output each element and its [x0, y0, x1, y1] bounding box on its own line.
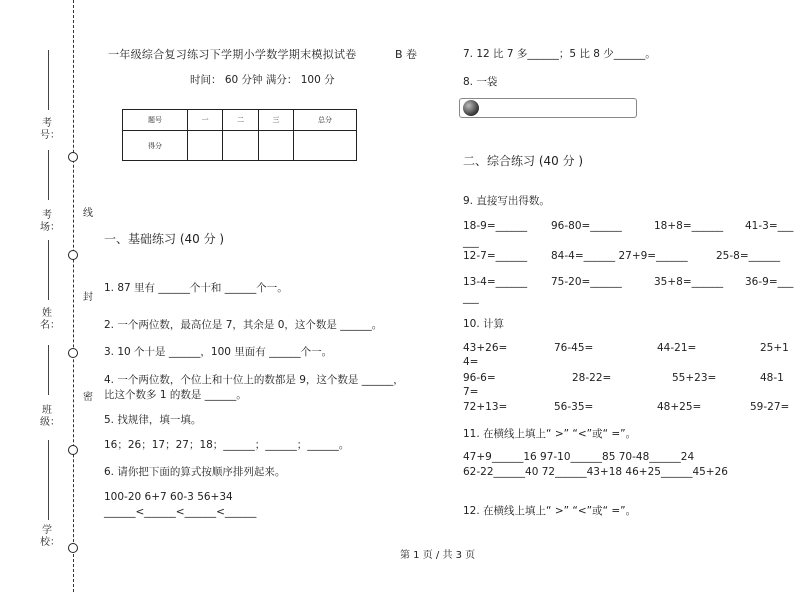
q10-item: 59-27=: [750, 401, 790, 413]
binding-hole-5: [68, 543, 78, 553]
q9-item: 84-4=______ 27+9=______: [551, 250, 688, 262]
binding-hole-1: [68, 152, 78, 162]
q10-item: 43+26=: [463, 342, 508, 354]
question-3: 3. 10 个十是 ______，100 里面有 ______个一。: [104, 346, 333, 358]
label-exam-number: 考号：: [40, 118, 60, 141]
q10-wrap: 7=: [463, 386, 479, 398]
q9-item: 18+8=______: [654, 220, 724, 232]
question-4: 4. 一个两位数，个位上和十位上的数都是 9，这个数是 ______，: [104, 374, 404, 386]
score-cell[interactable]: [188, 131, 223, 161]
section2-heading: 二、综合练习 (40 分 ): [463, 154, 584, 168]
q10-item: 72+13=: [463, 401, 508, 413]
question-1: 1. 87 里有 ______个十和 ______个一。: [104, 282, 288, 294]
q10-item: 44-21=: [657, 342, 697, 354]
binding-hole-3: [68, 348, 78, 358]
question-2: 2. 一个两位数，最高位是 7，其余是 0，这个数是 ______。: [104, 319, 383, 331]
q9-item: 96-80=______: [551, 220, 622, 232]
apple-bag-image: [459, 98, 637, 118]
fill-line-4: [48, 345, 49, 395]
label-name: 姓名：: [40, 308, 60, 331]
question-5-sequence: 16；26；17；27；18；______；______；______。: [104, 439, 350, 451]
question-8: 8. 一袋: [463, 76, 498, 88]
score-cell[interactable]: [294, 131, 357, 161]
score-header-cell: 题号: [123, 110, 188, 131]
page-footer: 第 1 页 / 共 3 页: [400, 550, 476, 561]
score-header-cell: 总分: [294, 110, 357, 131]
q9-wrap: ___: [463, 236, 479, 248]
question-4-cont: 比这个数多 1 的数是 ______。: [104, 389, 247, 401]
score-header-cell: 二: [223, 110, 258, 131]
binding-dashed-line: [73, 0, 74, 592]
q10-item: 56-35=: [554, 401, 594, 413]
question-6-expressions: 100-20 6+7 60-3 56+34: [104, 491, 233, 503]
q9-item: 75-20=______: [551, 276, 622, 288]
binding-char-line: 线: [83, 208, 93, 219]
q10-item: 76-45=: [554, 342, 594, 354]
q10-wrap: 4=: [463, 356, 479, 368]
question-7: 7. 12 比 7 多______；5 比 8 少______。: [463, 48, 656, 60]
q10-item: 96-6=: [463, 372, 496, 384]
paper-volume: B 卷: [395, 48, 418, 61]
q9-item: 12-7=______: [463, 250, 528, 262]
question-6: 6. 请你把下面的算式按顺序排列起来。: [104, 466, 286, 478]
q9-item: 18-9=______: [463, 220, 528, 232]
score-cell[interactable]: [223, 131, 258, 161]
q9-item: 25-8=______: [716, 250, 781, 262]
question-5: 5. 找规律，填一填。: [104, 414, 202, 426]
q10-item: 55+23=: [672, 372, 717, 384]
fill-line-2: [48, 150, 49, 200]
fill-line-1: [48, 50, 49, 110]
score-cell[interactable]: [258, 131, 293, 161]
question-10: 10. 计算: [463, 318, 505, 330]
question-6-blanks: ______<______<______<______: [104, 506, 257, 518]
label-class: 班级：: [40, 405, 60, 428]
q9-wrap: ___: [463, 292, 479, 304]
q9-item: 13-4=______: [463, 276, 528, 288]
binding-hole-4: [68, 445, 78, 455]
binding-hole-2: [68, 250, 78, 260]
question-11-line2: 62-22______40 72______43+18 46+25______45+26: [463, 466, 728, 478]
q9-item: 41-3=___: [745, 220, 794, 232]
q9-item: 35+8=______: [654, 276, 724, 288]
score-header-cell: 三: [258, 110, 293, 131]
question-11-line1: 47+9______16 97-10______85 70-48______24: [463, 451, 695, 463]
q10-item: 28-22=: [572, 372, 612, 384]
question-9: 9. 直接写出得数。: [463, 195, 550, 207]
score-table: [122, 109, 357, 161]
question-12: 12. 在横线上填上“ >” “<”或“ =”。: [463, 505, 637, 517]
binding-char-seal: 封: [83, 292, 93, 303]
section1-heading: 一、基础练习 (40 分 ): [104, 232, 225, 246]
label-exam-room: 考场：: [40, 210, 60, 233]
score-header-cell: 一: [188, 110, 223, 131]
label-school: 学校：: [40, 525, 60, 548]
q10-item: 48+25=: [657, 401, 702, 413]
apple-icon: [463, 100, 479, 116]
score-row-label: 得分: [123, 131, 188, 161]
binding-char-secret: 密: [83, 392, 93, 403]
fill-line-3: [48, 240, 49, 300]
page-title: 一年级综合复习练习下学期小学数学期末模拟试卷: [108, 48, 357, 61]
q10-item: 48-1: [760, 372, 784, 384]
time-and-score: 时间： 60 分钟 满分： 100 分: [190, 74, 335, 86]
question-11: 11. 在横线上填上“ >” “<”或“ =”。: [463, 428, 637, 440]
q10-item: 25+1: [760, 342, 789, 354]
fill-line-5: [48, 440, 49, 520]
q9-item: 36-9=___: [745, 276, 794, 288]
